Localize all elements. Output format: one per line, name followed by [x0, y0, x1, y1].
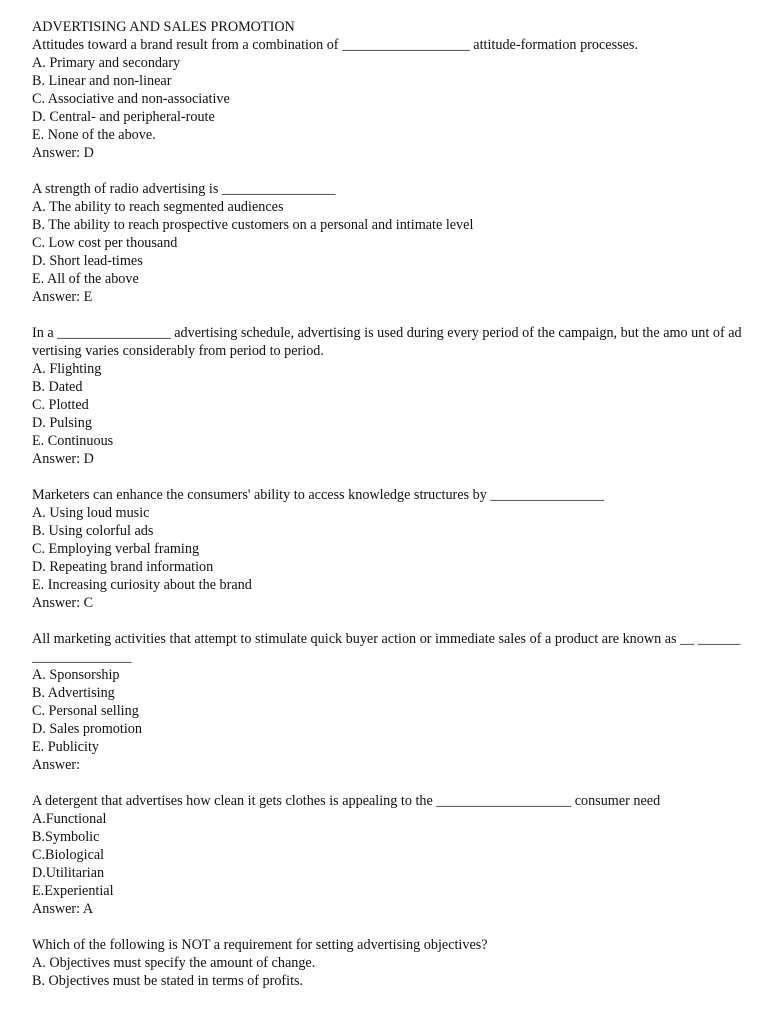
answer-line: Answer: E — [32, 289, 93, 305]
option-a: A. Using loud music — [32, 505, 150, 521]
option-b: B. Objectives must be stated in terms of profits. — [32, 973, 304, 989]
option-d: D. Pulsing — [32, 415, 92, 431]
question-stem: In a ________________ advertising schedule, advertising is used during every period of the campaign, but the amo unt of advertising varies considerably from period to period. — [32, 325, 742, 359]
option-e: E.Experiential — [32, 883, 114, 899]
option-b: B. Linear and non-linear — [32, 73, 172, 89]
document-page — [32, 18, 742, 1008]
question-5 — [32, 630, 742, 774]
option-b: B. Using colorful ads — [32, 523, 154, 539]
option-d: D. Repeating brand information — [32, 559, 214, 575]
option-a: A.Functional — [32, 811, 107, 827]
option-d: D. Central- and peripheral-route — [32, 109, 215, 125]
question-stem: A detergent that advertises how clean it gets clothes is appealing to the ___________________ consumer need — [32, 793, 661, 809]
answer-line: Answer: C — [32, 595, 94, 611]
option-b: B. Dated — [32, 379, 83, 395]
option-e: E. None of the above. — [32, 127, 156, 143]
question-stem: Marketers can enhance the consumers' ability to access knowledge structures by ________________ — [32, 487, 604, 503]
question-1 — [32, 36, 742, 162]
option-e: E. Increasing curiosity about the brand — [32, 577, 252, 593]
option-b: B. The ability to reach prospective customers on a personal and intimate level — [32, 217, 474, 233]
option-b: B. Advertising — [32, 685, 115, 701]
answer-line: Answer: D — [32, 145, 94, 161]
option-a: A. The ability to reach segmented audiences — [32, 199, 284, 215]
option-e: E. All of the above — [32, 271, 139, 287]
option-a: A. Flighting — [32, 361, 102, 377]
option-c: C. Personal selling — [32, 703, 139, 719]
question-6 — [32, 792, 742, 918]
question-2 — [32, 180, 742, 306]
option-e: E. Continuous — [32, 433, 114, 449]
answer-line: Answer: — [32, 757, 81, 773]
option-a: A. Objectives must specify the amount of change. — [32, 955, 316, 971]
question-stem: All marketing activities that attempt to stimulate quick buyer action or immediate sales of a product are known as __ ____________________ — [32, 631, 741, 665]
option-d: D. Short lead-times — [32, 253, 143, 269]
question-stem: Attitudes toward a brand result from a combination of __________________ attitude-formation processes. — [32, 37, 638, 53]
question-3 — [32, 324, 742, 468]
option-c: C. Associative and non-associative — [32, 91, 230, 107]
option-a: A. Sponsorship — [32, 667, 120, 683]
option-d: D. Sales promotion — [32, 721, 142, 737]
option-e: E. Publicity — [32, 739, 99, 755]
document-title: ADVERTISING AND SALES PROMOTION — [32, 19, 295, 35]
option-c: C. Low cost per thousand — [32, 235, 178, 251]
answer-line: Answer: A — [32, 901, 94, 917]
question-stem: A strength of radio advertising is ________________ — [32, 181, 336, 197]
option-c: C.Biological — [32, 847, 105, 863]
answer-line: Answer: D — [32, 451, 94, 467]
question-stem: Which of the following is NOT a requirement for setting advertising objectives? — [32, 937, 488, 953]
option-c: C. Employing verbal framing — [32, 541, 200, 557]
option-a: A. Primary and secondary — [32, 55, 181, 71]
option-b: B.Symbolic — [32, 829, 100, 845]
option-d: D.Utilitarian — [32, 865, 105, 881]
option-c: C. Plotted — [32, 397, 89, 413]
question-7 — [32, 936, 742, 990]
question-4 — [32, 486, 742, 612]
